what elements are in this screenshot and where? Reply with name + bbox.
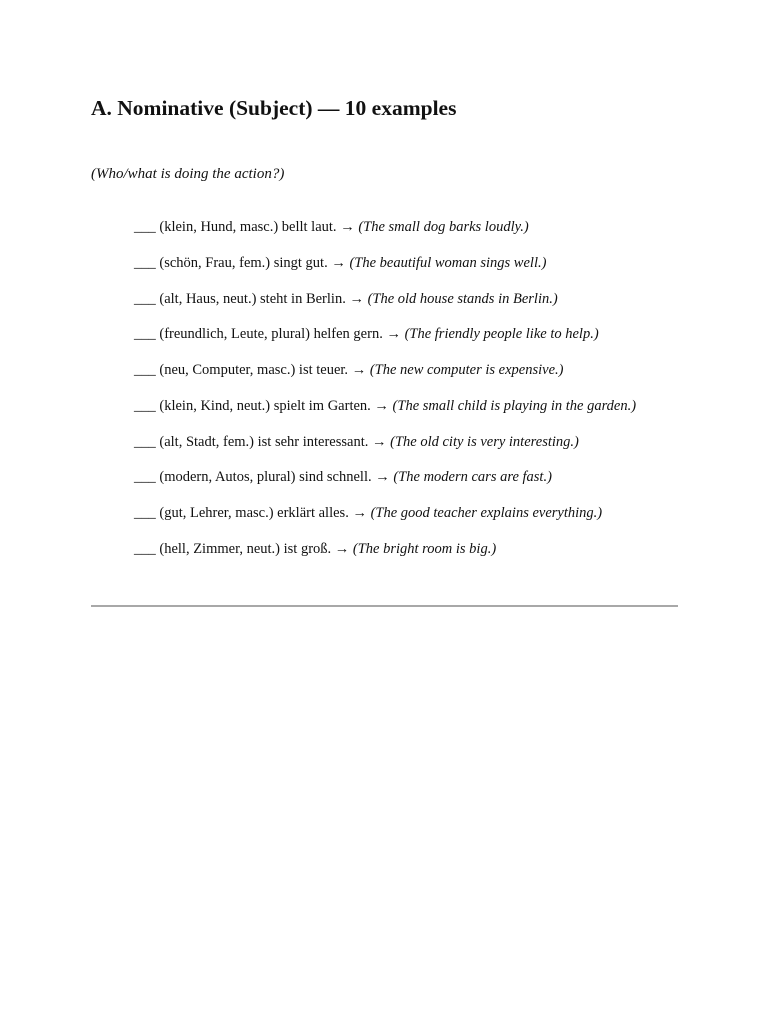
arrow-icon: →	[386, 326, 401, 343]
arrow-icon: →	[375, 469, 390, 486]
arrow-icon: →	[340, 219, 355, 235]
arrow-icon: →	[334, 540, 350, 557]
item-sentence: ___ (schön, Frau, fem.) singt gut.	[134, 254, 328, 271]
item-translation: (The modern cars are fast.)	[393, 469, 552, 486]
item-translation: (The friendly people like to help.)	[404, 326, 599, 343]
item-text-line	[134, 467, 552, 487]
item-text-line	[134, 396, 636, 416]
arrow-icon: →	[351, 362, 367, 378]
section-heading: A. Nominative (Subject) — 10 examples	[91, 96, 457, 120]
item-text-line	[134, 360, 564, 380]
item-text-line	[134, 503, 602, 523]
item-sentence: ___ (modern, Autos, plural) sind schnell.	[134, 469, 372, 486]
item-text-line	[134, 324, 599, 344]
arrow-icon: →	[331, 254, 346, 271]
item-translation: (The new computer is expensive.)	[369, 362, 564, 378]
item-translation: (The old city is very interesting.)	[390, 433, 579, 450]
item-translation: (The old house stands in Berlin.)	[367, 290, 558, 307]
arrow-icon: →	[349, 290, 364, 307]
item-text-line	[134, 253, 546, 273]
item-sentence: ___ (gut, Lehrer, masc.) erklärt alles.	[134, 505, 349, 521]
item-sentence: ___ (klein, Hund, masc.) bellt laut.	[134, 219, 337, 235]
item-sentence: ___ (alt, Haus, neut.) steht in Berlin.	[134, 290, 346, 307]
item-text-line	[134, 539, 496, 559]
section-subtitle: (Who/what is doing the action?)	[91, 166, 285, 182]
item-translation: (The beautiful woman sings well.)	[349, 254, 547, 271]
item-translation: (The small dog barks loudly.)	[358, 219, 529, 235]
item-sentence: ___ (klein, Kind, neut.) spielt im Garten.	[134, 397, 371, 414]
item-sentence: ___ (freundlich, Leute, plural) helfen gern.	[134, 326, 383, 343]
arrow-icon: →	[352, 505, 367, 521]
item-translation: (The good teacher explains everything.)	[370, 505, 603, 521]
item-text-line	[134, 289, 558, 309]
item-text-line	[134, 432, 579, 452]
item-sentence: ___ (hell, Zimmer, neut.) ist groß.	[134, 540, 332, 557]
item-translation: (The bright room is big.)	[352, 540, 497, 557]
item-text-line	[134, 217, 529, 237]
item-sentence: ___ (alt, Stadt, fem.) ist sehr interessant.	[134, 433, 369, 450]
horizontal-divider	[91, 605, 678, 607]
item-translation: (The small child is playing in the garden.)	[392, 397, 637, 414]
item-sentence: ___ (neu, Computer, masc.) ist teuer.	[134, 362, 349, 378]
arrow-icon: →	[374, 397, 389, 414]
arrow-icon: →	[372, 433, 387, 450]
